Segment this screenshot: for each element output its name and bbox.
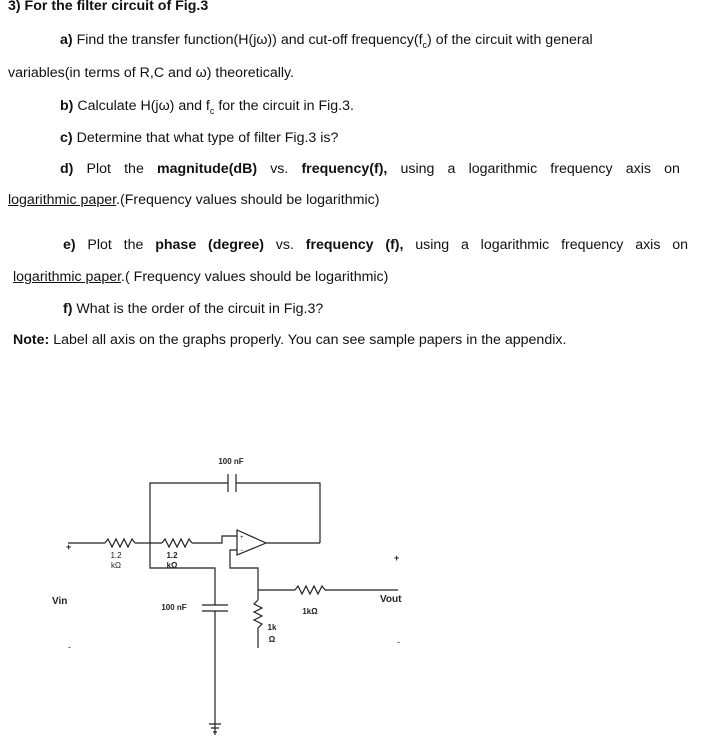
vin-label: Vin (52, 596, 68, 607)
part-f (63, 300, 323, 318)
part-d-cont-underlined: logarithmic paper (8, 192, 117, 208)
heading-text: 3) For the filter circuit of Fig.3 (8, 0, 209, 14)
part-f-text: What is the order of the circuit in Fig.3? (76, 301, 324, 317)
wire-to-bottom-cap (150, 545, 215, 605)
input-minus: - (68, 642, 71, 652)
r-feedback-value: 1k (267, 623, 277, 632)
part-d-word: a (447, 161, 456, 177)
resistor-r1 (105, 539, 135, 547)
part-d-cont (8, 191, 379, 209)
opamp-minus: − (240, 548, 244, 554)
part-b-text-1: Calculate H(jω) and f (77, 98, 210, 114)
output-minus: - (397, 637, 400, 647)
part-e-word: (degree) (208, 237, 264, 253)
part-e-word: vs. (275, 237, 294, 253)
r-load-label: 1kΩ (302, 607, 318, 616)
part-a (60, 31, 593, 54)
opamp-plus: + (240, 535, 244, 541)
part-e-word: on (672, 237, 688, 253)
part-b-label: b) (60, 98, 74, 114)
r2-unit: kΩ (166, 561, 178, 570)
r2-value: 1.2 (166, 551, 178, 560)
part-d-word: using (400, 161, 435, 177)
part-c (60, 129, 338, 147)
circuit-diagram (0, 440, 702, 743)
opamp-minus-wire (230, 550, 258, 600)
part-e-word: (f), (385, 237, 404, 253)
r-feedback-unit: Ω (268, 635, 276, 644)
part-a-label: a) (60, 32, 73, 48)
resistor-r2 (162, 539, 192, 547)
question-heading (8, 0, 208, 15)
part-e-cont-underlined: logarithmic paper (13, 269, 122, 285)
capacitor-bottom (202, 605, 228, 611)
capacitor-top (228, 474, 236, 492)
part-d-word: frequency(f), (301, 161, 388, 177)
part-d-label: d) (60, 161, 74, 177)
part-e-label: e) (63, 237, 76, 253)
cap-bottom-label: 100 nF (161, 603, 187, 612)
part-b (60, 97, 354, 120)
part-e-word: the (123, 237, 144, 253)
note (13, 331, 566, 349)
part-f-label: f) (63, 301, 73, 317)
part-e-cont (13, 268, 388, 286)
cap-top-label: 100 nF (218, 457, 244, 466)
part-b-sub: c (209, 105, 215, 116)
input-plus: + (66, 542, 72, 552)
part-a-text-1: Find the transfer function(H(jω)) and cut-off frequency(f (76, 32, 423, 48)
wire-r2-opamp (192, 536, 237, 543)
note-label: Note: (13, 332, 50, 348)
part-e-word: frequency (305, 237, 374, 253)
part-d-word: the (124, 161, 144, 177)
resistor-load (295, 586, 325, 594)
part-d-word: magnitude(dB) (156, 161, 258, 177)
part-e-word: Plot (87, 237, 112, 253)
part-e-word: axis (635, 237, 661, 253)
part-e-word: phase (155, 237, 197, 253)
vout-label: Vout (380, 594, 402, 605)
part-d-word: vs. (270, 161, 289, 177)
resistor-feedback (254, 600, 262, 648)
part-d-word: logarithmic (468, 161, 538, 177)
part-a-sub: c (422, 39, 428, 50)
part-d (60, 160, 680, 178)
part-e-word: a (460, 237, 469, 253)
r1-value: 1.2 (110, 551, 122, 560)
part-a-text-2: ) of the circuit with general (427, 32, 593, 48)
part-e-cont-text: .( Frequency values should be logarithmic) (121, 269, 389, 285)
part-a-cont (8, 64, 294, 82)
part-a-cont-text: variables(in terms of R,C and ω) theoretically. (8, 65, 294, 81)
part-e (63, 236, 688, 254)
part-d-word: frequency (550, 161, 613, 177)
part-e-word: logarithmic (480, 237, 550, 253)
part-e-word: frequency (561, 237, 624, 253)
note-text: Label all axis on the graphs properly. You can see sample papers in the appendix. (49, 332, 567, 348)
part-e-word: using (415, 237, 450, 253)
part-c-label: c) (60, 130, 73, 146)
part-d-word: Plot (86, 161, 111, 177)
part-d-word: axis (625, 161, 651, 177)
part-c-text: Determine that what type of filter Fig.3 is? (76, 130, 339, 146)
part-b-text-2: for the circuit in Fig.3. (214, 98, 354, 114)
r1-unit: kΩ (111, 561, 121, 570)
part-d-word: on (664, 161, 680, 177)
output-plus: + (394, 553, 400, 563)
part-d-cont-text: .(Frequency values should be logarithmic) (116, 192, 380, 208)
